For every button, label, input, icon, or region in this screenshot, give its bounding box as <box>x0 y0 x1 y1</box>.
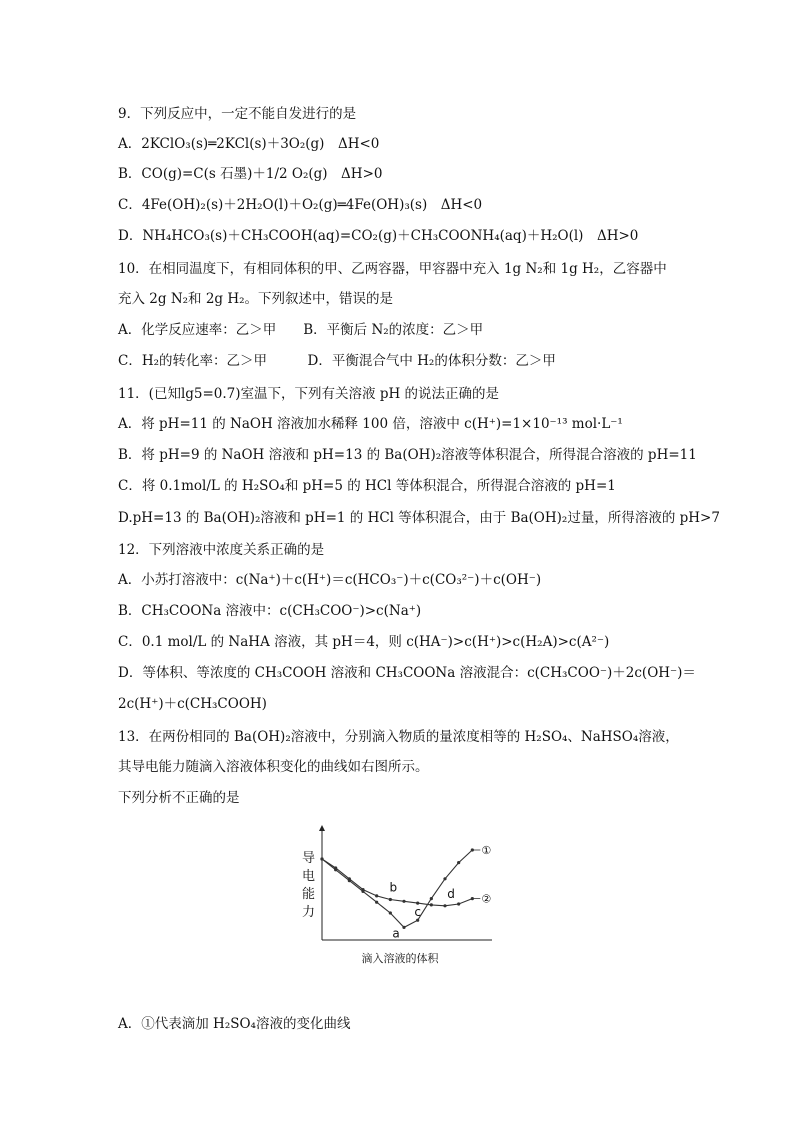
q11-option-a: A．将 pH=11 的 NaOH 溶液加水稀释 100 倍，溶液中 c(H⁺)=1×10⁻¹³ mol·L⁻¹ <box>118 416 623 432</box>
chart-series <box>320 844 491 929</box>
point-label-d: d <box>447 886 455 901</box>
q10-stem-line2: 充入 2g N₂和 2g H₂。下列叙述中，错误的是 <box>118 291 394 307</box>
q10-options-ab: A．化学反应速率：乙＞甲 B．平衡后 N₂的浓度：乙＞甲 <box>118 322 484 338</box>
y-axis-label-char: 电 <box>302 869 316 884</box>
series-1-point <box>402 926 405 929</box>
y-axis-label <box>302 851 315 920</box>
conductivity-chart <box>296 822 496 972</box>
q12-option-b: B．CH₃COONa 溶液中：c(CH₃COO⁻)>c(Na⁺) <box>118 603 422 619</box>
q11-option-c: C．将 0.1mol/L 的 H₂SO₄和 pH=5 的 HCl 等体积混合，所得混合溶液的 pH=1 <box>118 478 616 494</box>
q13-stem-line3: 下列分析不正确的是 <box>118 790 240 806</box>
q13-option-a: A．①代表滴加 H₂SO₄溶液的变化曲线 <box>118 1016 351 1032</box>
q11-option-b: B．将 pH=9 的 NaOH 溶液和 pH=13 的 Ba(OH)₂溶液等体积混合，所得混合溶液的 pH=11 <box>118 447 697 463</box>
point-label-c: c <box>414 905 421 920</box>
series-2-point <box>389 898 392 901</box>
q12-option-c: C．0.1 mol/L 的 NaHA 溶液，其 pH＝4，则 c(HA⁻)>c(H⁺)>c(H₂A)>c(A²⁻) <box>118 634 610 650</box>
chart-point-labels <box>390 881 455 941</box>
y-axis-label-char: 能 <box>302 887 316 902</box>
series-2-point <box>402 900 405 903</box>
chart-axes <box>319 825 492 940</box>
series-2-point <box>361 888 364 891</box>
y-axis-label-char: 力 <box>302 905 316 920</box>
q10-stem-line1: 10．在相同温度下，有相同体积的甲、乙两容器，甲容器中充入 1g N₂和 1g H₂，乙容器中 <box>118 261 667 277</box>
series-2-point <box>457 902 460 905</box>
series-1-point <box>457 861 460 864</box>
q12-option-a: A．小苏打溶液中：c(Na⁺)＋c(H⁺)＝c(HCO₃⁻)＋c(CO₃²⁻)＋c(OH⁻) <box>118 572 542 588</box>
series-1-point <box>375 901 378 904</box>
q10-options-cd: C．H₂的转化率：乙＞甲 D．平衡混合气中 H₂的体积分数：乙＞甲 <box>118 353 556 369</box>
q9-option-b: B．CO(g)=C(s 石墨)＋1/2 O₂(g) ΔH>0 <box>118 166 383 182</box>
q9-option-a: A．2KClO₃(s)═2KCl(s)＋3O₂(g) ΔH<0 <box>118 136 380 152</box>
series-2-point <box>348 877 351 880</box>
q12-stem: 12．下列溶液中浓度关系正确的是 <box>118 542 325 558</box>
point-label-a: a <box>392 926 400 941</box>
q11-option-d: D.pH=13 的 Ba(OH)₂溶液和 pH=1 的 HCl 等体积混合，由于 Ba(OH)₂过量，所得溶液的 pH>7 <box>118 510 720 526</box>
series-1-point <box>443 877 446 880</box>
series-2-point <box>443 904 446 907</box>
series-2-name: ② <box>481 892 492 906</box>
q9-option-c: C．4Fe(OH)₂(s)＋2H₂O(l)＋O₂(g)═4Fe(OH)₃(s) ΔH<0 <box>118 197 483 213</box>
q11-stem: 11．(已知lg5=0.7)室温下，下列有关溶液 pH 的说法正确的是 <box>118 386 500 402</box>
series-2-point <box>334 866 337 869</box>
q9-stem: 9．下列反应中，一定不能自发进行的是 <box>118 106 357 122</box>
q13-stem-line2: 其导电能力随滴入溶液体积变化的曲线如右图所示。 <box>118 759 429 775</box>
q9-option-d: D．NH₄HCO₃(s)＋CH₃COOH(aq)=CO₂(g)＋CH₃COONH₄(aq)＋H₂O(l) ΔH>0 <box>118 228 639 244</box>
series-1-point <box>430 897 433 900</box>
series-2-point <box>375 894 378 897</box>
q13-stem-line1: 13．在两份相同的 Ba(OH)₂溶液中，分别滴入物质的量浓度相等的 H₂SO₄、NaHSO₄溶液， <box>118 729 679 745</box>
y-axis-label-char: 导 <box>302 851 316 866</box>
series-1-name: ① <box>481 844 492 857</box>
q12-option-d-line2: 2c(H⁺)＋c(CH₃COOH) <box>118 696 267 712</box>
series-1-point <box>389 911 392 914</box>
x-axis-label: 滴入溶液的体积 <box>361 952 439 965</box>
series-2-point <box>320 857 323 860</box>
series-2-point <box>430 903 433 906</box>
y-axis-arrow <box>319 825 325 831</box>
point-label-b: b <box>389 880 398 895</box>
q12-option-d-line1: D．等体积、等浓度的 CH₃COOH 溶液和 CH₃COONa 溶液混合：c(CH₃COO⁻)＋2c(OH⁻)＝ <box>118 665 696 681</box>
